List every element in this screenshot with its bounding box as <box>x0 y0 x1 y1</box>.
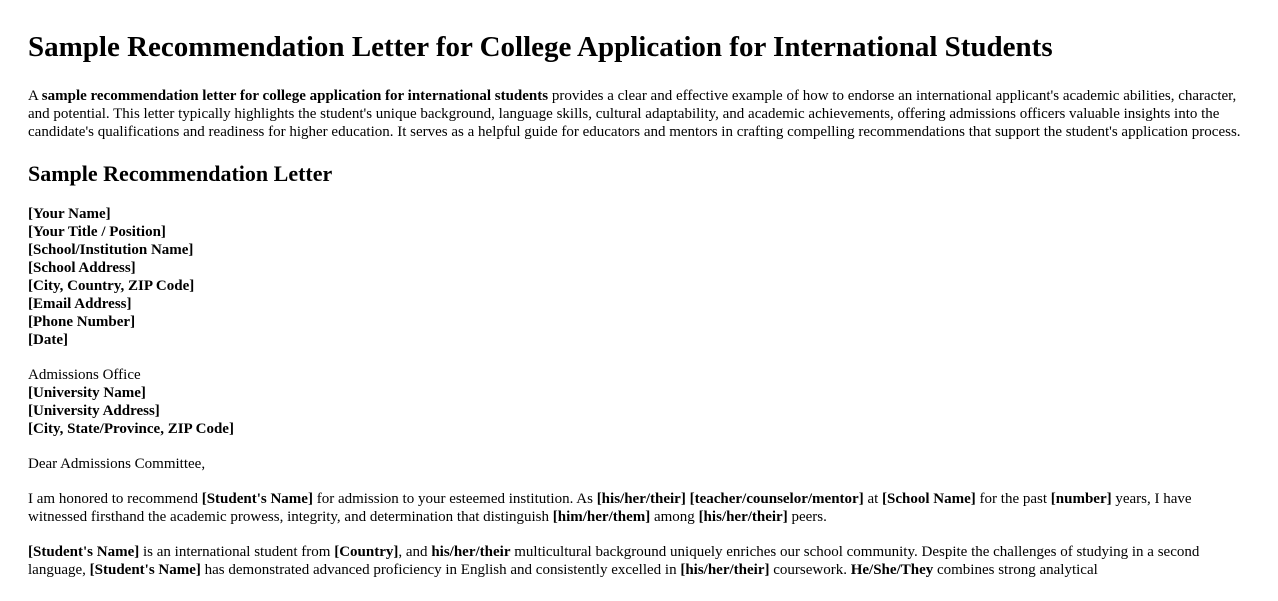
recipient-block <box>28 366 1250 438</box>
sender-address: [School Address] <box>28 260 136 276</box>
text: for the past <box>975 491 1051 507</box>
placeholder-pronoun: He/She/They <box>850 562 934 578</box>
text: coursework. <box>769 562 851 578</box>
text: at <box>863 491 883 507</box>
sender-block <box>28 205 1250 349</box>
sender-school: [School/Institution Name] <box>28 242 194 258</box>
body-paragraph-1 <box>28 490 1250 526</box>
intro-prefix: A <box>28 88 42 104</box>
recipient-city: [City, State/Province, ZIP Code] <box>28 421 234 437</box>
sender-title: [Your Title / Position] <box>28 224 166 240</box>
text: is an international student from <box>139 544 335 560</box>
text: , and <box>398 544 432 560</box>
recipient-university: [University Name] <box>28 385 146 401</box>
sender-phone: [Phone Number] <box>28 314 136 330</box>
text: combines strong analytical <box>933 562 1098 578</box>
placeholder-pronoun: [his/her/their] <box>698 509 788 525</box>
section-heading: Sample Recommendation Letter <box>28 161 333 186</box>
text: I am honored to recommend <box>28 491 202 507</box>
recipient-office: Admissions Office <box>28 367 141 383</box>
intro-paragraph <box>28 87 1250 141</box>
intro-rest: provides a clear and effective example of how to endorse an international applicant's academic abilities, character, and potential. This letter typically highlights the student's unique background, language skills, cultural adaptability, and academic achievements, offering admissions officers valuable insights into the candidate's qualifications and readiness for higher education. It serves as a helpful guide for educators and mentors in crafting compelling recommendations that support the student's application process. <box>28 88 1241 140</box>
placeholder-pronoun: [his/her/their] <box>596 491 686 507</box>
sender-city: [City, Country, ZIP Code] <box>28 278 195 294</box>
sender-email: [Email Address] <box>28 296 132 312</box>
text: multicultural background uniquely enriches our school community. Despite the challenges of studying in a second language, <box>28 544 1200 578</box>
placeholder-country: [Country] <box>334 544 399 560</box>
placeholder-school-name: [School Name] <box>882 491 976 507</box>
placeholder-student-name: [Student's Name] <box>89 562 201 578</box>
text: among <box>650 509 699 525</box>
placeholder-number: [number] <box>1050 491 1112 507</box>
text: has demonstrated advanced proficiency in English and consistently excelled in <box>200 562 681 578</box>
sender-name: [Your Name] <box>28 206 111 222</box>
placeholder-role: [teacher/counselor/mentor] <box>689 491 864 507</box>
text: peers. <box>787 509 827 525</box>
page-title: Sample Recommendation Letter for College Application for International Students <box>28 31 1053 63</box>
sender-date: [Date] <box>28 332 68 348</box>
body-paragraph-2 <box>28 543 1250 579</box>
salutation: Dear Admissions Committee, <box>28 456 206 472</box>
placeholder-pronoun: [his/her/their] <box>680 562 770 578</box>
intro-bold-phrase: sample recommendation letter for college application for international students <box>41 88 549 104</box>
recipient-address: [University Address] <box>28 403 160 419</box>
text: for admission to your esteemed institution. As <box>312 491 597 507</box>
placeholder-student-name: [Student's Name] <box>28 544 140 560</box>
text: years, I have witnessed firsthand the academic prowess, integrity, and determination that distinguish <box>28 491 1192 525</box>
placeholder-pronoun: [him/her/them] <box>552 509 651 525</box>
placeholder-student-name: [Student's Name] <box>201 491 313 507</box>
placeholder-pronoun: his/her/their <box>431 544 511 560</box>
